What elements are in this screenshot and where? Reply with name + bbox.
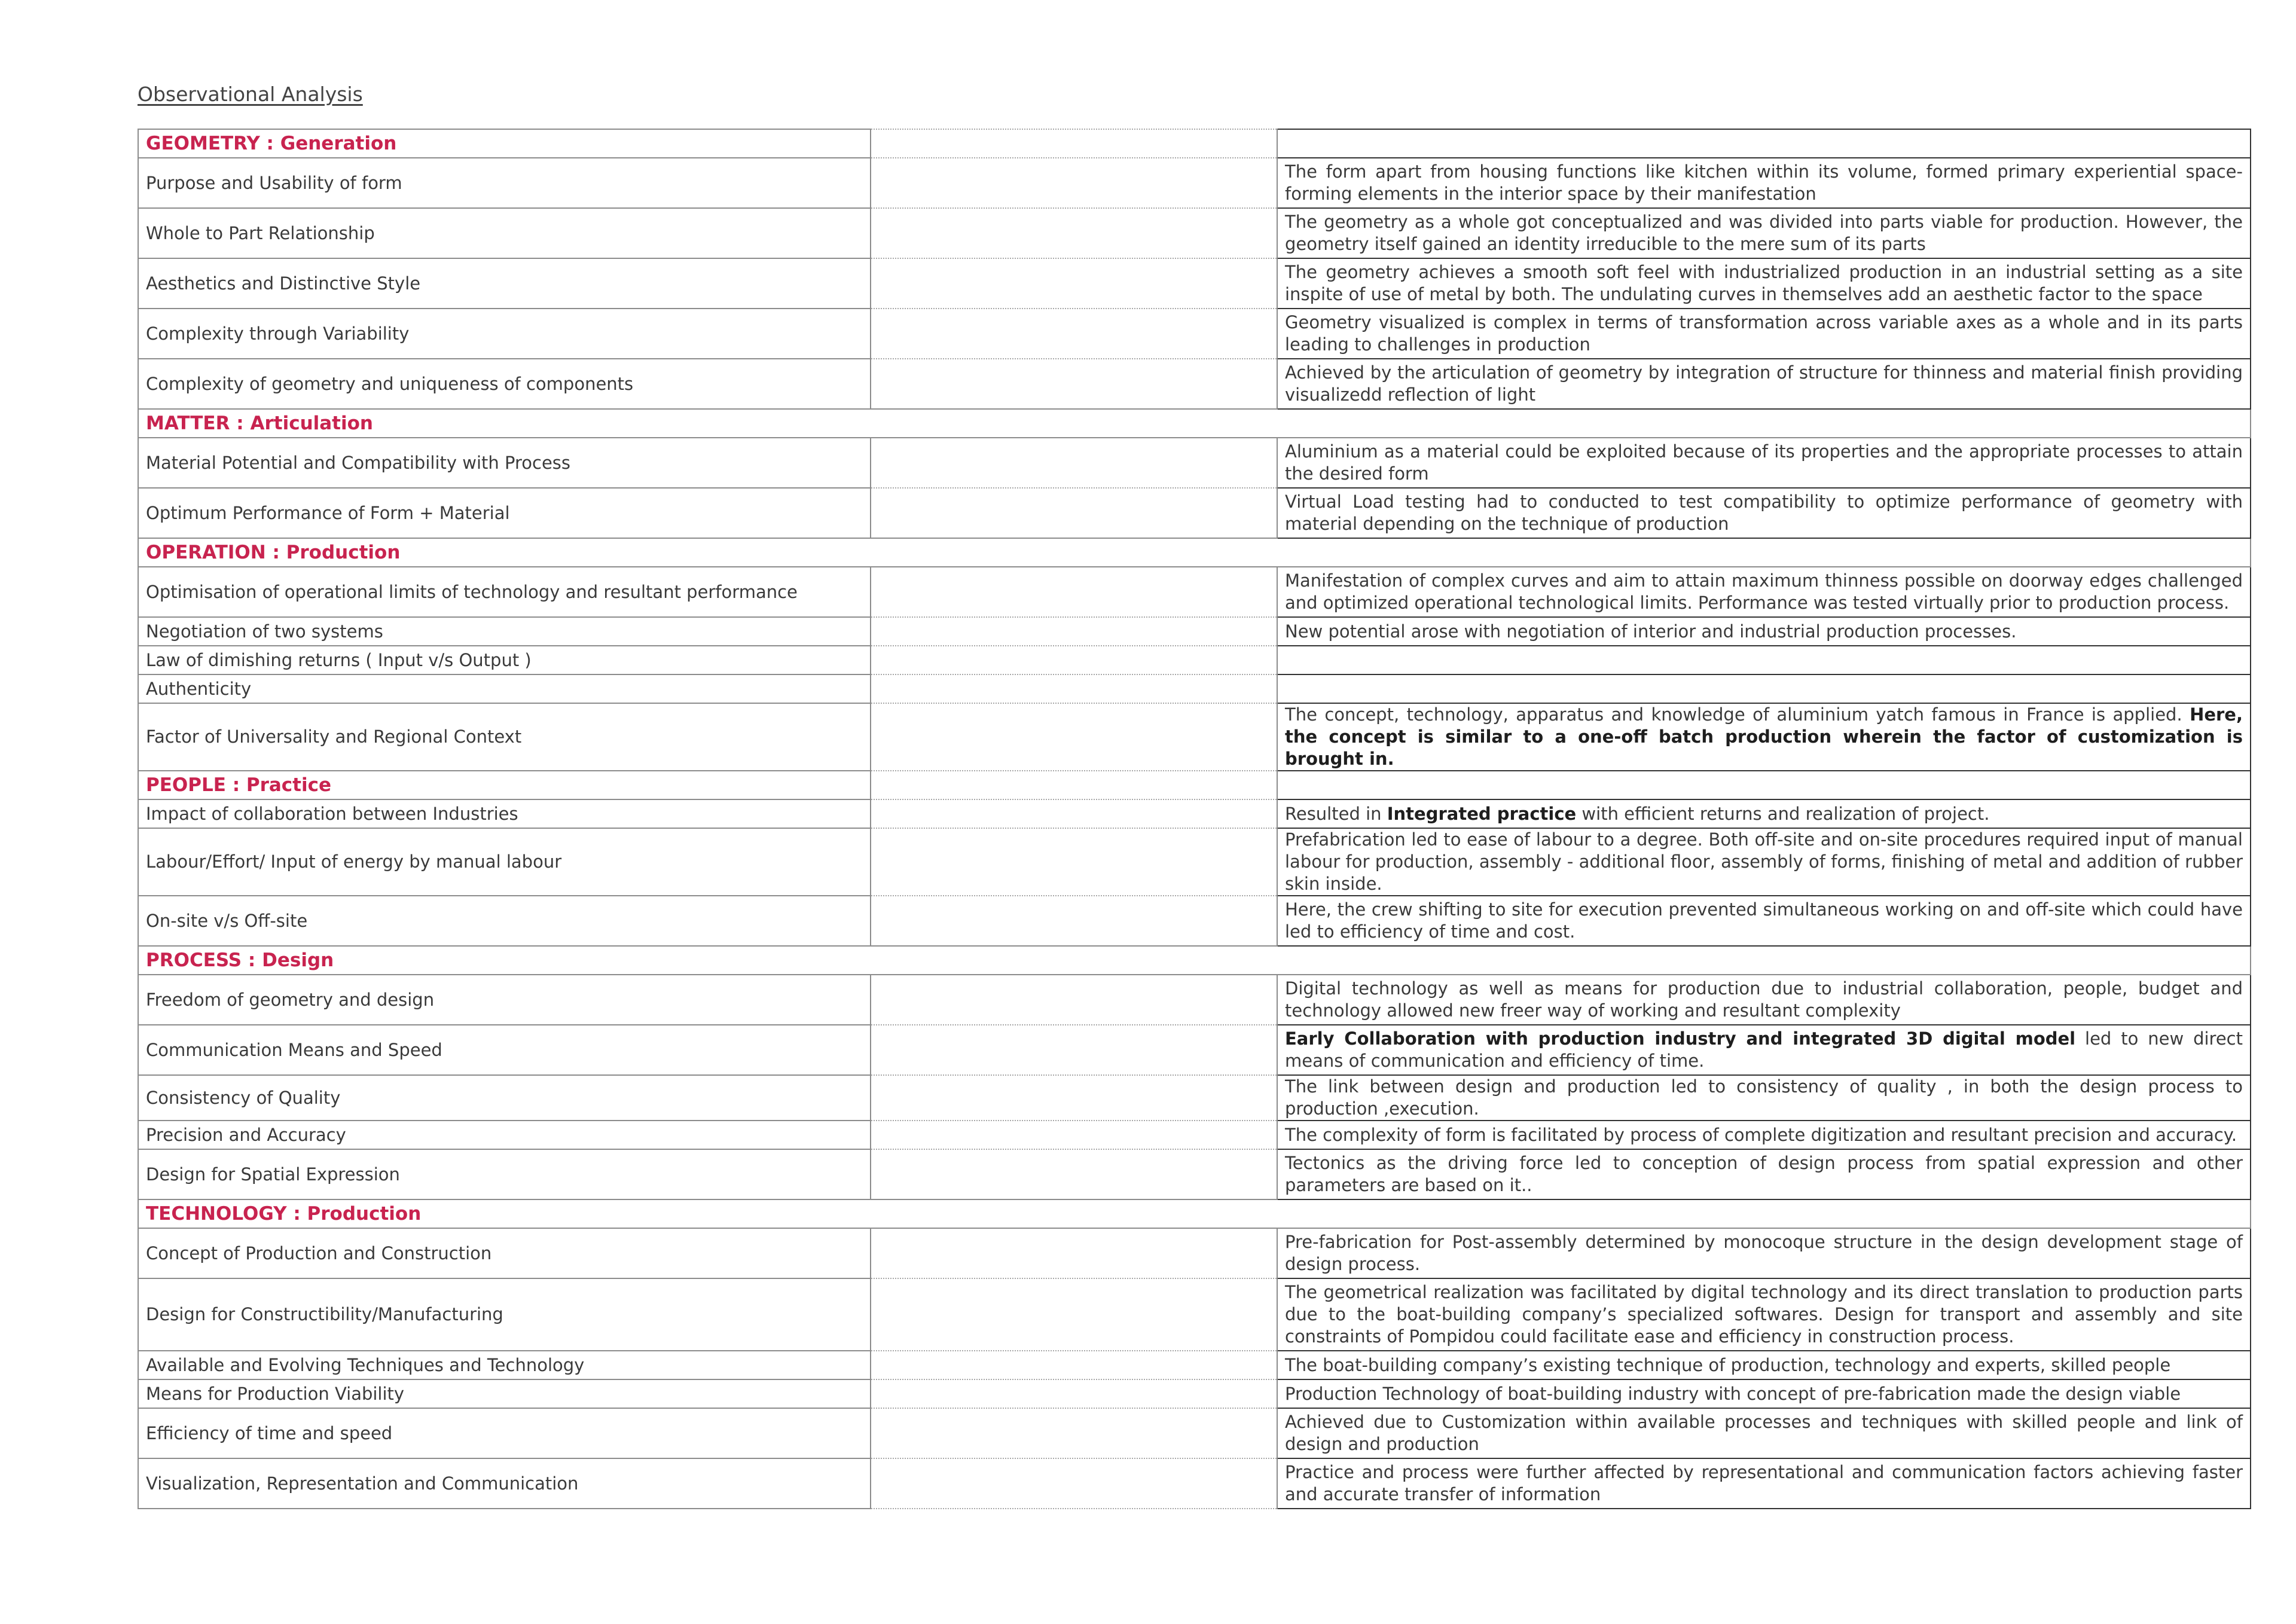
empty-cell [871,158,1277,208]
parameter-label: Impact of collaboration between Industries [138,799,871,828]
table-row [138,158,2251,208]
observation-text [1277,1351,2251,1379]
parameter-label: Consistency of Quality [138,1075,871,1121]
table-row [138,359,2251,409]
empty-cell [871,1408,1277,1458]
observation-text [1277,1121,2251,1149]
empty-cell [871,567,1277,617]
table-row [138,1121,2251,1149]
parameter-label: Complexity of geometry and uniqueness of components [138,359,871,409]
observation-text [1277,359,2251,409]
parameter-label: Material Potential and Compatibility with Process [138,438,871,488]
table-row [138,567,2251,617]
parameter-label: Design for Constructibility/Manufacturing [138,1278,871,1351]
empty-cell [1277,771,2251,799]
parameter-label: Law of dimishing returns ( Input v/s Output ) [138,646,871,674]
table-body [138,129,2251,1509]
empty-cell [1277,538,2251,567]
observation-text [1277,158,2251,208]
observation-text [1277,896,2251,946]
parameter-label: Whole to Part Relationship [138,208,871,258]
empty-cell [871,1075,1277,1121]
table-row [138,1458,2251,1509]
emphasized-text: Here, the concept is similar to a one-off batch production wherein the factor of customization is brought in. [1285,704,2243,769]
table-row [138,1379,2251,1408]
empty-cell [871,1025,1277,1075]
parameter-label: Design for Spatial Expression [138,1149,871,1199]
observation-text [1277,1278,2251,1351]
table-row [138,896,2251,946]
text-segment: The concept, technology, apparatus and knowledge of aluminium yatch famous in France is applied. [1285,704,2190,725]
parameter-label: Freedom of geometry and design [138,975,871,1025]
observation-text [1277,674,2251,703]
text-segment: The geometrical realization was facilitated by digital technology and its direct translation to production parts due to the boat-building company’s specialized softwares. Design for transport and assembly and site constraints of Pompidou could facilitate ease and efficiency in construction process. [1285,1282,2243,1347]
text-segment: New potential arose with negotiation of interior and industrial production processes. [1285,621,2017,642]
text-segment: Virtual Load testing had to conducted to test compatibility to optimize performance of geometry with material depending on the technique of production [1285,492,2243,534]
empty-cell [1277,1199,2251,1228]
parameter-label: On-site v/s Off-site [138,896,871,946]
parameter-label: Complexity through Variability [138,309,871,359]
observation-text [1277,1408,2251,1458]
parameter-label: Optimum Performance of Form + Material [138,488,871,538]
document-title: Observational Analysis [138,83,363,106]
observation-text [1277,1458,2251,1509]
parameter-label: Efficiency of time and speed [138,1408,871,1458]
parameter-label: Purpose and Usability of form [138,158,871,208]
text-segment: Here, the crew shifting to site for execution prevented simultaneous working on and off-site which could have led to efficiency of time and cost. [1285,899,2243,942]
table-row [138,258,2251,309]
text-segment: Production Technology of boat-building industry with concept of pre-fabrication made the design viable [1285,1383,2181,1404]
table-row [138,1228,2251,1278]
text-segment: Manifestation of complex curves and aim to attain maximum thinness possible on doorway edges challenged and optimized operational technological limits. Performance was tested virtually prior to production process. [1285,570,2243,613]
table-row [138,438,2251,488]
empty-cell [871,828,1277,896]
parameter-label: Aesthetics and Distinctive Style [138,258,871,309]
empty-cell [871,1149,1277,1199]
section-heading: GEOMETRY : Generation [138,129,871,158]
observation-text [1277,828,2251,896]
observation-text [1277,703,2251,771]
table-row [138,1278,2251,1351]
section-heading: OPERATION : Production [138,538,871,567]
empty-cell [871,1458,1277,1509]
text-segment: Achieved by the articulation of geometry by integration of structure for thinness and material finish providing visualizedd reflection of light [1285,362,2243,405]
observation-text [1277,309,2251,359]
empty-cell [871,129,1277,158]
table-row [138,208,2251,258]
observation-text [1277,1228,2251,1278]
table-row [138,309,2251,359]
text-segment: with efficient returns and realization of project. [1576,803,1990,824]
empty-cell [871,1228,1277,1278]
observational-analysis-table [138,129,2251,1509]
text-segment: Pre-fabrication for Post-assembly determined by monocoque structure in the design development stage of design process. [1285,1232,2243,1274]
table-row [138,646,2251,674]
observation-text [1277,438,2251,488]
table-row [138,1025,2251,1075]
text-segment: The geometry achieves a smooth soft feel with industrialized production in an industrial setting as a site inspite of use of metal by both. The undulating curves in themselves add an aesthetic factor to the space [1285,262,2243,304]
empty-cell [871,799,1277,828]
text-segment: Achieved due to Customization within available processes and techniques with skilled people and link of design and production [1285,1412,2243,1454]
observation-text [1277,646,2251,674]
text-segment: The geometry as a whole got conceptualized and was divided into parts viable for production. However, the geometry itself gained an identity irreducible to the mere sum of its parts [1285,212,2243,254]
emphasized-text: Integrated practice [1387,803,1577,824]
table-row [138,1149,2251,1199]
parameter-label: Means for Production Viability [138,1379,871,1408]
parameter-label: Factor of Universality and Regional Context [138,703,871,771]
empty-cell [871,538,1277,567]
section-heading: PROCESS : Design [138,946,871,975]
empty-cell [871,1121,1277,1149]
parameter-label: Authenticity [138,674,871,703]
text-segment: Geometry visualized is complex in terms of transformation across variable axes as a whole and in its parts leading to challenges in production [1285,312,2243,355]
section-header-row [138,538,2251,567]
text-segment: The link between design and production led to consistency of quality , in both the design process to production ,execution. [1285,1076,2243,1119]
parameter-label: Optimisation of operational limits of technology and resultant performance [138,567,871,617]
empty-cell [871,771,1277,799]
emphasized-text: Early Collaboration with production industry and integrated 3D digital model [1285,1028,2076,1049]
observation-text [1277,1149,2251,1199]
text-segment: The boat-building company’s existing technique of production, technology and experts, skilled people [1285,1354,2171,1375]
text-segment: The form apart from housing functions like kitchen within its volume, formed primary experiential space-forming elements in the interior space by their manifestation [1285,161,2243,204]
empty-cell [871,1351,1277,1379]
empty-cell [871,946,1277,975]
empty-cell [871,1379,1277,1408]
empty-cell [871,1278,1277,1351]
table-row [138,799,2251,828]
empty-cell [871,409,1277,438]
table-row [138,1408,2251,1458]
empty-cell [871,1199,1277,1228]
empty-cell [871,309,1277,359]
table-row [138,488,2251,538]
parameter-label: Precision and Accuracy [138,1121,871,1149]
parameter-label: Labour/Effort/ Input of energy by manual labour [138,828,871,896]
empty-cell [871,359,1277,409]
text-segment: Tectonics as the driving force led to conception of design process from spatial expression and other parameters are based on it.. [1285,1153,2243,1195]
empty-cell [871,258,1277,309]
empty-cell [1277,129,2251,158]
empty-cell [871,896,1277,946]
parameter-label: Communication Means and Speed [138,1025,871,1075]
empty-cell [871,617,1277,646]
text-segment: led to new direct means of communication and efficiency of time. [1285,1028,2243,1071]
table-row [138,617,2251,646]
empty-cell [871,674,1277,703]
empty-cell [871,646,1277,674]
observation-text [1277,258,2251,309]
section-header-row [138,771,2251,799]
observation-text [1277,799,2251,828]
text-segment: Aluminium as a material could be exploited because of its properties and the appropriate processes to attain the desired form [1285,441,2243,484]
observation-text [1277,208,2251,258]
observation-text [1277,488,2251,538]
empty-cell [1277,409,2251,438]
section-heading: TECHNOLOGY : Production [138,1199,871,1228]
table-row [138,1351,2251,1379]
section-heading: MATTER : Articulation [138,409,871,438]
table-row [138,703,2251,771]
text-segment: Prefabrication led to ease of labour to a degree. Both off-site and on-site procedures required input of manual labour for production, assembly - additional floor, assembly of forms, finishing of metal and addition of rubber skin inside. [1285,829,2243,894]
parameter-label: Concept of Production and Construction [138,1228,871,1278]
text-segment: The complexity of form is facilitated by process of complete digitization and resultant precision and accuracy. [1285,1124,2237,1145]
table-row [138,674,2251,703]
empty-cell [871,975,1277,1025]
section-header-row [138,946,2251,975]
empty-cell [1277,946,2251,975]
table-row [138,1075,2251,1121]
section-header-row [138,129,2251,158]
table-row [138,975,2251,1025]
section-header-row [138,409,2251,438]
observation-text [1277,617,2251,646]
section-header-row [138,1199,2251,1228]
empty-cell [871,703,1277,771]
observation-text [1277,975,2251,1025]
text-segment: Resulted in [1285,803,1387,824]
empty-cell [871,208,1277,258]
parameter-label: Available and Evolving Techniques and Technology [138,1351,871,1379]
parameter-label: Negotiation of two systems [138,617,871,646]
text-segment: Digital technology as well as means for production due to industrial collaboration, people, budget and technology allowed new freer way of working and resultant complexity [1285,978,2243,1021]
observation-text [1277,1075,2251,1121]
empty-cell [871,438,1277,488]
table-row [138,828,2251,896]
observation-text [1277,1025,2251,1075]
section-heading: PEOPLE : Practice [138,771,871,799]
text-segment: Practice and process were further affected by representational and communication factors achieving faster and accurate transfer of information [1285,1462,2243,1504]
empty-cell [871,488,1277,538]
observation-text [1277,1379,2251,1408]
observation-text [1277,567,2251,617]
parameter-label: Visualization, Representation and Communication [138,1458,871,1509]
